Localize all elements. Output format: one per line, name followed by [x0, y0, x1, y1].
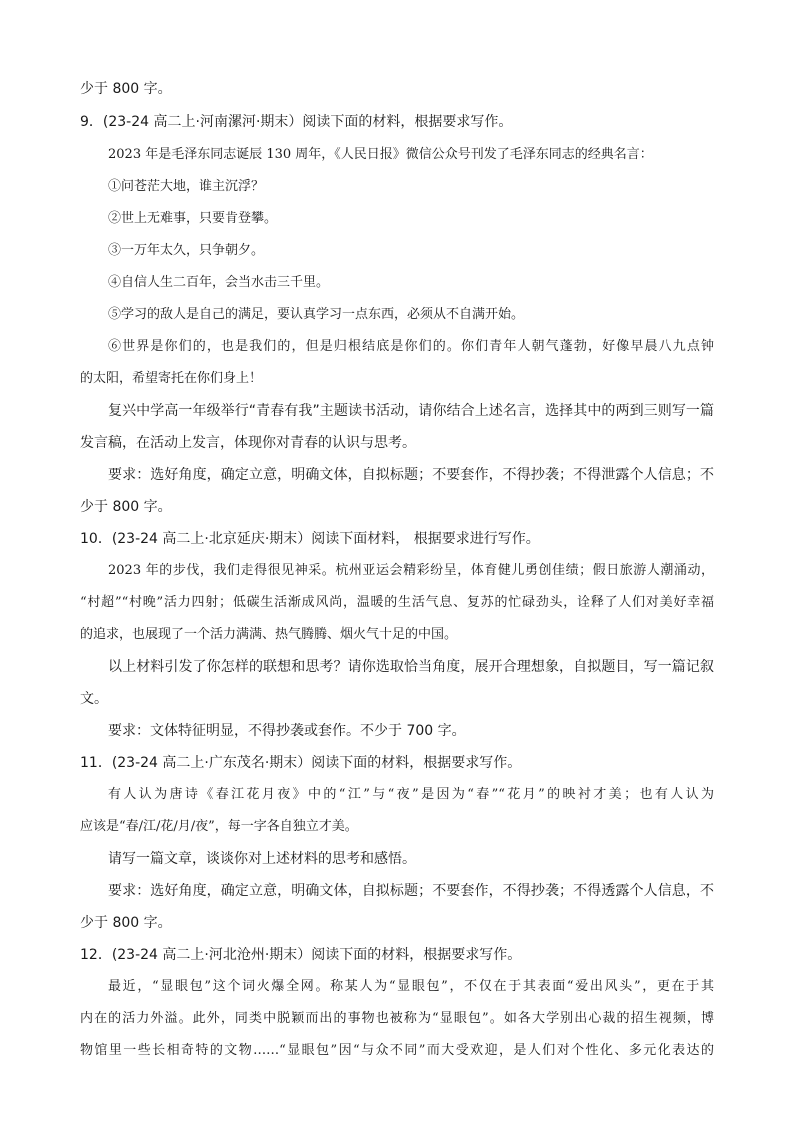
question-heading-9: 9．(23-24 高二上·河南漯河·期末）阅读下面的材料，根据要求写作。 — [80, 114, 513, 130]
question-heading-10: 10．(23-24 高二上·北京延庆·期末）阅读下面材料， 根据要求进行写作。 — [80, 531, 540, 547]
task-line: 发言稿，在活动上发言，体现你对青春的认识与思考。 — [80, 435, 416, 451]
quote-3: ③一万年太久，只争朝夕。 — [108, 243, 265, 258]
quote-6: ⑥世界是你们的，也是我们的，但是归根结底是你们的。你们青年人朝气蓬勃，好像早晨八九点钟 — [108, 339, 714, 354]
material-line: 的追求，也展现了一个活力满满、热气腾腾、烟火气十足的中国。 — [80, 627, 458, 642]
material-line: 物馆里一些长相奇特的文物……“显眼包”因“与众不同”而大受欢迎，是人们对个性化、多元化表达的 — [80, 1043, 714, 1058]
task-line: 复兴中学高一年级举行“青春有我”主题读书活动，请你结合上述名言，选择其中的两到三则写一篇 — [108, 403, 714, 419]
text-line: 少于 800 字。 — [80, 81, 172, 97]
material-line: 2023 年的步伐，我们走得很见神采。杭州亚运会精彩纷呈，体育健儿勇创佳绩；假日旅游人潮涌动， — [108, 563, 714, 578]
question-heading-12: 12．(23-24 高二上·河北沧州·期末）阅读下面的材料，根据要求写作。 — [80, 947, 522, 963]
material-line: 内在的活力外溢。此外，同类中脱颖而出的事物也被称为“显眼包”。如各大学别出心裁的招生视频，博 — [80, 1011, 714, 1026]
material-line: 2023 年是毛泽东同志诞辰 130 周年，《人民日报》微信公众号刊发了毛泽东同志的经典名言： — [108, 147, 653, 162]
question-heading-11: 11．(23-24 高二上·广东茂名·期末）阅读下面的材料，根据要求写作。 — [80, 755, 522, 771]
material-line: 有人认为唐诗《春江花月夜》中的“江”与“夜”是因为“春”“花月”的映衬才美；也有人认为 — [108, 787, 714, 802]
task-line: 文。 — [80, 691, 108, 707]
task-line: 以上材料引发了你怎样的联想和思考？请你选取恰当角度，展开合理想象，自拟题目，写一篇记叙 — [108, 659, 714, 675]
quote-6-cont: 的太阳，希望寄托在你们身上！ — [80, 371, 263, 386]
requirement-line: 少于 800 字。 — [80, 915, 172, 931]
requirement-line: 要求：文体特征明显，不得抄袭或套作。不少于 700 字。 — [108, 723, 466, 739]
material-line: “村超”“村晚”活力四射；低碳生活渐成风尚，温暖的生活气息、复苏的忙碌劲头，诠释了人们对美好幸福 — [80, 595, 714, 610]
quote-1: ①问苍茫大地，谁主沉浮？ — [108, 179, 265, 194]
quote-5: ⑤学习的敌人是自己的满足，要认真学习一点东西，必须从不自满开始。 — [108, 307, 525, 322]
task-line: 请写一篇文章，谈谈你对上述材料的思考和感悟。 — [108, 851, 416, 867]
material-line: 应该是“春/江/花/月/夜”，每一字各自独立才美。 — [80, 819, 358, 834]
requirement-line: 少于 800 字。 — [80, 499, 172, 515]
requirement-line: 要求：选好角度，确定立意，明确文体，自拟标题；不要套作，不得抄袭；不得透露个人信息，不 — [108, 883, 714, 899]
material-line: 最近，“显眼包”这个词火爆全网。称某人为“显眼包”，不仅在于其表面“爱出风头”，更在于其 — [108, 979, 714, 994]
requirement-line: 要求：选好角度，确定立意，明确文体，自拟标题；不要套作，不得抄袭；不得泄露个人信息；不 — [108, 467, 714, 483]
quote-2: ②世上无难事，只要肯登攀。 — [108, 211, 278, 226]
quote-4: ④自信人生二百年，会当水击三千里。 — [108, 275, 330, 290]
